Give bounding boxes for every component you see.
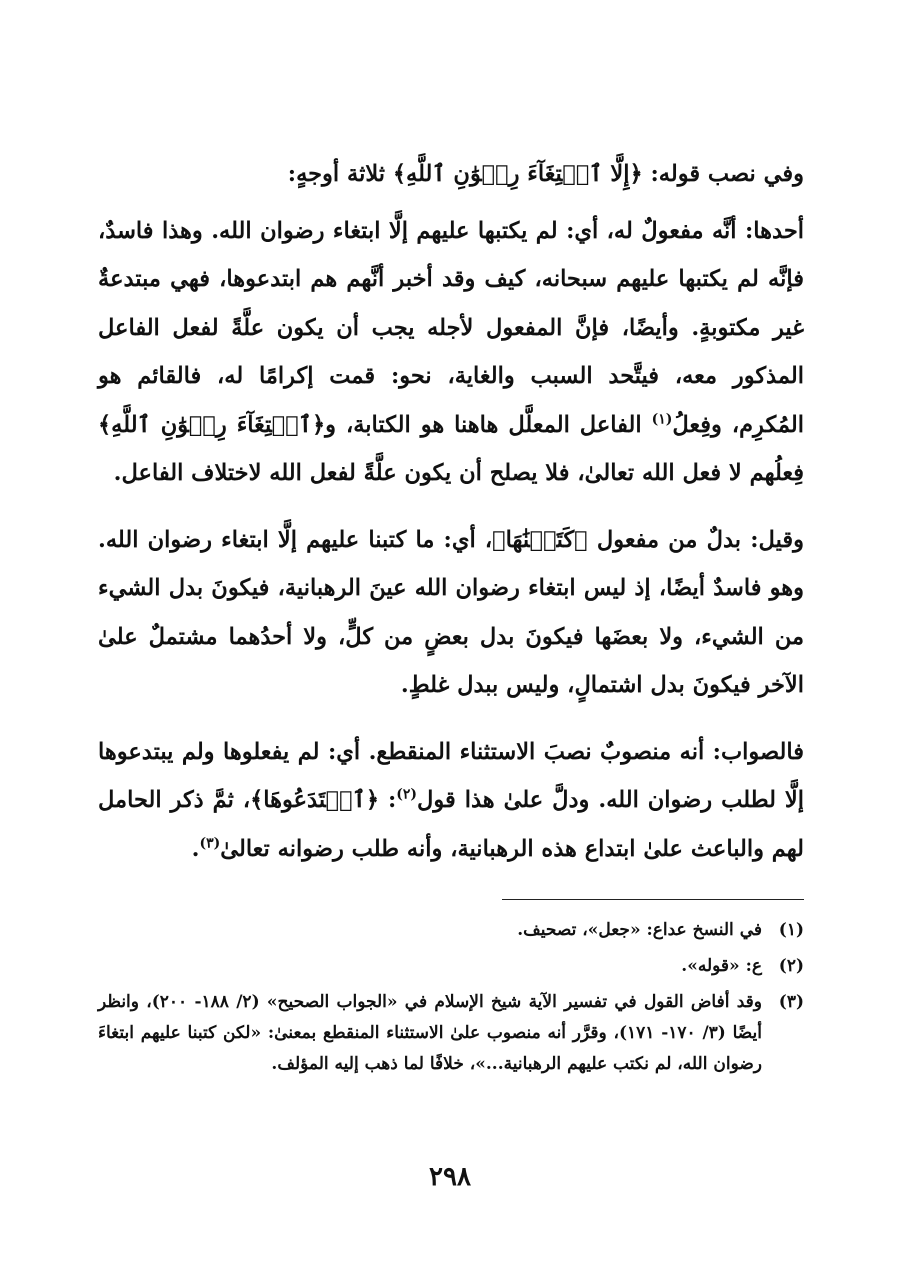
lead-word: فالصواب: [712,738,804,765]
paragraph-first-view [98,207,804,498]
footnote-text: وقد أفاض القول في تفسير الآية شيخ الإسلام في «الجواب الصحيح» (٢/ ١٨٨- ٢٠٠)، وانظر أيضًا (٣/ ١٧٠- ١٧١)، وقرَّر أنه منصوب علىٰ الاستثناء المنقطع بمعنىٰ: «لكن كتبنا عليهم ابتغاءَ رضوان الله، لم نكتب عليهم الرهبانية...»، خلافًا لما ذهب إليه المؤلف. [98,992,762,1074]
correct-view-continuation: : ﴿ٱبۡتَدَعُوهَا﴾، ثمَّ ذكر الحامل لهم والباعث علىٰ ابتداع هذه الرهبانية، وأنه طلب رضوانه تعالىٰ [98,787,804,862]
footnotes [98,915,804,1085]
footnote-number: (١) [778,920,804,940]
first-view-continuation: الفاعل المعلَّل هاهنا هو الكتابة، و﴿ٱبۡتِغَآءَ رِضۡوَٰنِ ٱللَّهِ﴾ فِعلُهم لا فعل الله تعالىٰ، فلا يصلح أن يكون علَّةً لفعل الله لاختلاف الفاعل. [98,411,804,486]
correct-view-body: فالصواب: أنه منصوبٌ نصبَ الاستثناء المنقطع. أي: لم يفعلوها ولم يبتدعوها إلَّا لطلب رضوان الله. ودلَّ علىٰ هذا قول [98,738,804,813]
second-view-body: وقيل: بدلٌ من مفعول ﴿كَتَبۡنَٰهَا﴾، أي: ما كتبنا عليهم إلَّا ابتغاء رضوان الله. وهو فاسدٌ أيضًا، إذ ليس ابتغاء رضوان الله عينَ الرهبانية، فيكونَ بدل الشيء من الشيء، ولا بعضَها فيكونَ بدل بعضٍ من كلٍّ، ولا أحدُهما مشتملٌ علىٰ الآخر فيكونَ بدل اشتمالٍ، وليس ببدل غلطٍ. [98,526,804,698]
footnote-ref-3: (٣) [199,835,221,851]
footnote-text: ع: «قوله». [681,956,762,976]
paragraph-second-view [98,516,804,710]
footnote-number: (٢) [778,956,804,976]
correct-view-end: . [191,835,200,862]
footnote-separator [502,899,804,900]
lead-word: وقيل: [750,526,804,553]
main-text [98,150,804,891]
page-number: ٢٩٨ [429,1162,471,1192]
footnote-ref-2: (٢) [396,786,418,803]
footnote-text: في النسخ عداع: «جعل»، تصحيف. [517,920,762,940]
first-view-body: أحدها: أنَّه مفعولٌ له، أي: لم يكتبها عليهم إلَّا ابتغاء رضوان الله. وهذا فاسدٌ، فإنَّه لم يكتبها عليهم سبحانه، كيف وقد أخبر أنَّهم هم ابتدعوها، فهي مبتدعةٌ غير مكتوبةٍ. وأيضًا، فإنَّ المفعول لأجله يجب أن يكون علَّةً لفعل الفاعل المذكور معه، فيتَّحد السبب والغاية، نحو: قمت إكرامًا له، فالقائم هو المُكرِم، وفِعلُ [98,217,804,438]
intro-text: وفي نصب قوله: ﴿إِلَّا ٱبۡتِغَآءَ رِضۡوَٰنِ ٱللَّهِ﴾ ثلاثة أوجهٍ: [287,161,804,187]
footnote-3 [98,987,804,1080]
footnote-ref-1: (١) [651,411,673,427]
footnote-2 [98,951,804,982]
footnote-1 [98,915,804,946]
paragraph-correct-view [98,728,804,874]
paragraph-intro [98,150,804,199]
footnote-number: (٣) [778,992,804,1012]
lead-word: أحدها: [745,217,804,244]
